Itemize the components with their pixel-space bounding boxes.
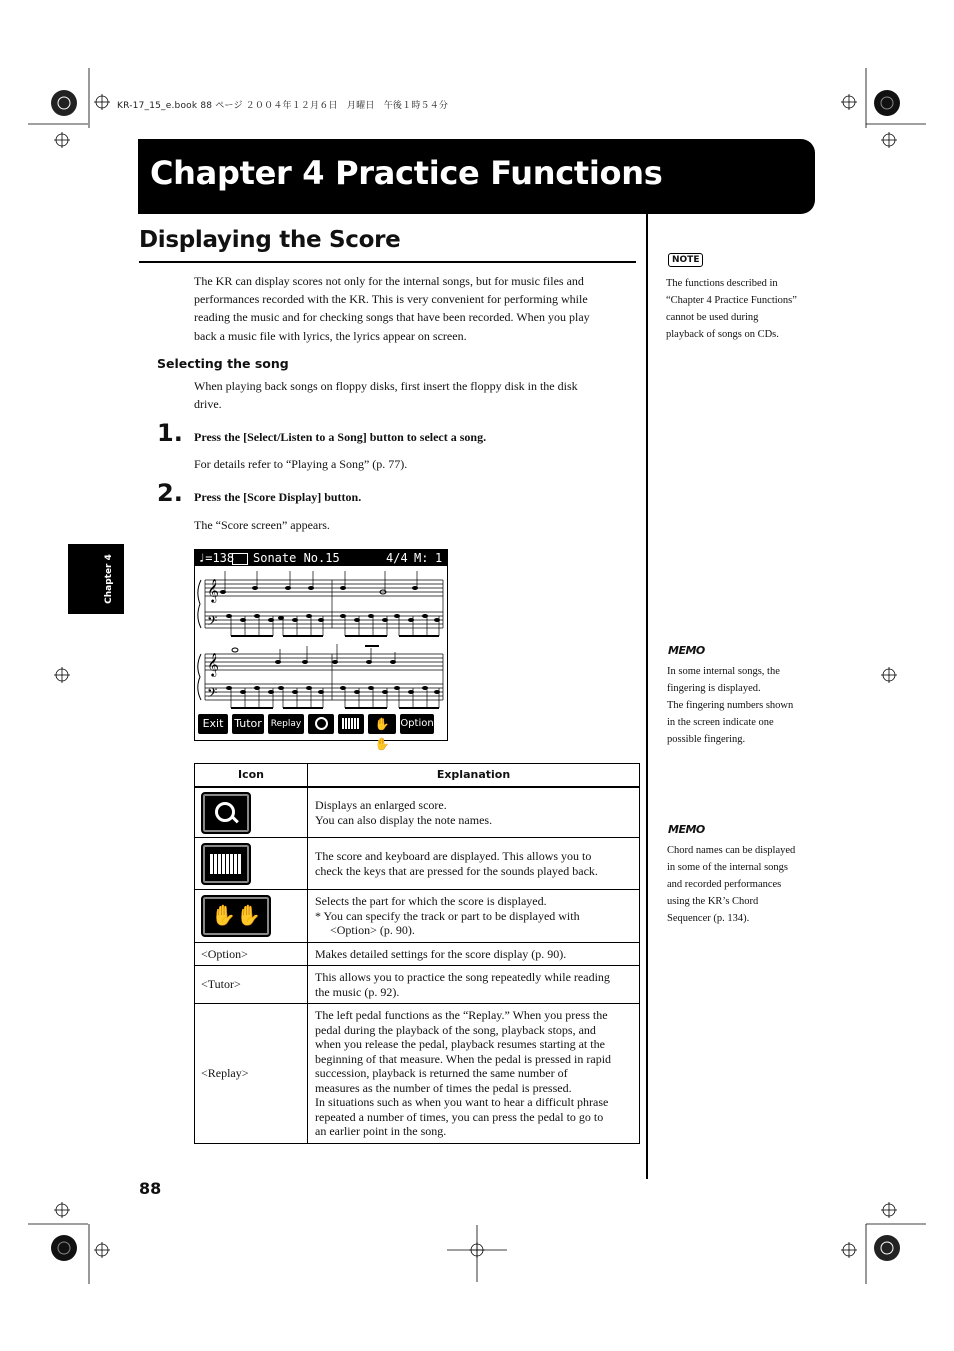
book-icon	[232, 553, 248, 565]
step-instruction: Press the [Score Display] button.	[194, 490, 362, 504]
section-title: Displaying the Score	[139, 227, 401, 253]
step-number: 1.	[157, 419, 183, 447]
file-info: KR-17_15_e.book 88 ページ ２００４年１２月６日 月曜日 午後１時５４分	[117, 101, 449, 111]
explanation-cell: The left pedal functions as the “Replay.” When you press the pedal during the playback of the song, playback stops, and when you release the pedal, playback resumes starting at the beginning of that measure. When the pedal is pressed in rapid succession, playback is returned the same number of measures as the number of times the pedal is pressed. In situations such as when you want to hear a difficult phrase repeated a number of times, you can press the pedal to go to an earlier point in the song.	[308, 1004, 640, 1144]
keyboard-icon	[342, 718, 360, 729]
table-header-row	[195, 764, 640, 787]
svg-text:𝄢: 𝄢	[207, 613, 218, 632]
screen-status-bar	[195, 550, 447, 566]
magnifier-icon	[201, 792, 251, 834]
explanation-cell: Displays an enlarged score. You can also display the note names.	[308, 788, 640, 838]
svg-text:𝄞: 𝄞	[207, 652, 219, 676]
score-screen	[194, 549, 448, 751]
table-row	[195, 966, 640, 1004]
hands-icon: ✋✋	[201, 895, 271, 937]
label-cell: <Option>	[195, 942, 308, 966]
score-staves	[195, 566, 447, 712]
replay-button[interactable]: Replay	[268, 714, 304, 734]
table-row	[195, 890, 640, 943]
step-number: 2.	[157, 479, 183, 507]
screen-button-bar	[195, 714, 450, 751]
chapter-tab-label: Chapter 4	[104, 554, 114, 604]
intro-paragraph: The KR can display scores not only for the internal songs, but for music files and performances recorded with the KR. This is very convenient for performing while reading the music and for checking songs that have been recorded. When you play back a music file with lyrics, the lyrics appear on screen.	[194, 274, 590, 343]
column-divider	[646, 214, 648, 1179]
memo-text: In some internal songs, the fingering is displayed. The fingering numbers shown in the screen indicate one possible fingering.	[667, 666, 794, 745]
memo-icon: MEMO	[668, 823, 705, 836]
explanation-cell: Makes detailed settings for the score display (p. 90).	[308, 942, 640, 966]
step-detail: The “Score screen” appears.	[194, 518, 330, 532]
icon-cell	[195, 890, 308, 943]
svg-text:𝄢: 𝄢	[207, 685, 218, 704]
svg-text:𝄞: 𝄞	[207, 578, 219, 602]
note-text: The functions described in “Chapter 4 Practice Functions” cannot be used during playback of songs on CDs.	[666, 278, 797, 340]
step-instruction: Press the [Select/Listen to a Song] button to select a song.	[194, 430, 487, 444]
measure-number: 1	[435, 551, 443, 565]
hands-icon: ✋✋	[374, 717, 390, 751]
icon-cell	[195, 788, 308, 838]
tempo-display: ♩=138	[198, 551, 235, 565]
table-row	[195, 838, 640, 890]
chapter-tab	[68, 544, 124, 614]
keyboard-button[interactable]	[338, 714, 364, 734]
label-cell: <Replay>	[195, 1004, 308, 1144]
keyboard-icon	[201, 843, 251, 885]
table-row	[195, 942, 640, 966]
memo-icon: MEMO	[668, 644, 705, 657]
label-cell: <Tutor>	[195, 966, 308, 1004]
icon-explanation-table	[194, 763, 640, 1144]
song-name: Sonate No.15	[253, 551, 340, 565]
table-row	[195, 788, 640, 838]
table-header: Icon	[195, 764, 308, 787]
note-badge: NOTE	[668, 253, 703, 267]
chapter-title: Chapter 4 Practice Functions	[150, 154, 663, 192]
section-rule	[139, 261, 636, 263]
icon-cell	[195, 838, 308, 890]
magnifier-icon	[315, 717, 328, 730]
memo-text: Chord names can be displayed in some of the internal songs and recorded performances using the KR’s Chord Sequencer (p. 134).	[667, 845, 796, 924]
page-number: 88	[139, 1179, 162, 1198]
option-button[interactable]: Option	[400, 714, 434, 734]
step-detail: For details refer to “Playing a Song” (p. 77).	[194, 457, 408, 471]
table-header: Explanation	[308, 764, 640, 787]
exit-button[interactable]: Exit	[198, 714, 228, 734]
part-button[interactable]	[368, 714, 396, 751]
tutor-button[interactable]: Tutor	[232, 714, 264, 734]
table-row	[195, 1004, 640, 1144]
explanation-cell: Selects the part for which the score is displayed. * You can specify the track or part to be displayed with <Option> (p. 90).	[308, 890, 640, 943]
selecting-text: When playing back songs on floppy disks, first insert the floppy disk in the disk drive.	[194, 379, 578, 412]
explanation-cell: This allows you to practice the song repeatedly while reading the music (p. 92).	[308, 966, 640, 1004]
explanation-cell: The score and keyboard are displayed. This allows you to check the keys that are pressed for the sounds played back.	[308, 838, 640, 890]
measure-label: M:	[414, 551, 429, 565]
time-signature: 4/4	[386, 551, 408, 565]
zoom-button[interactable]	[308, 714, 334, 734]
subheading: Selecting the song	[157, 356, 289, 371]
